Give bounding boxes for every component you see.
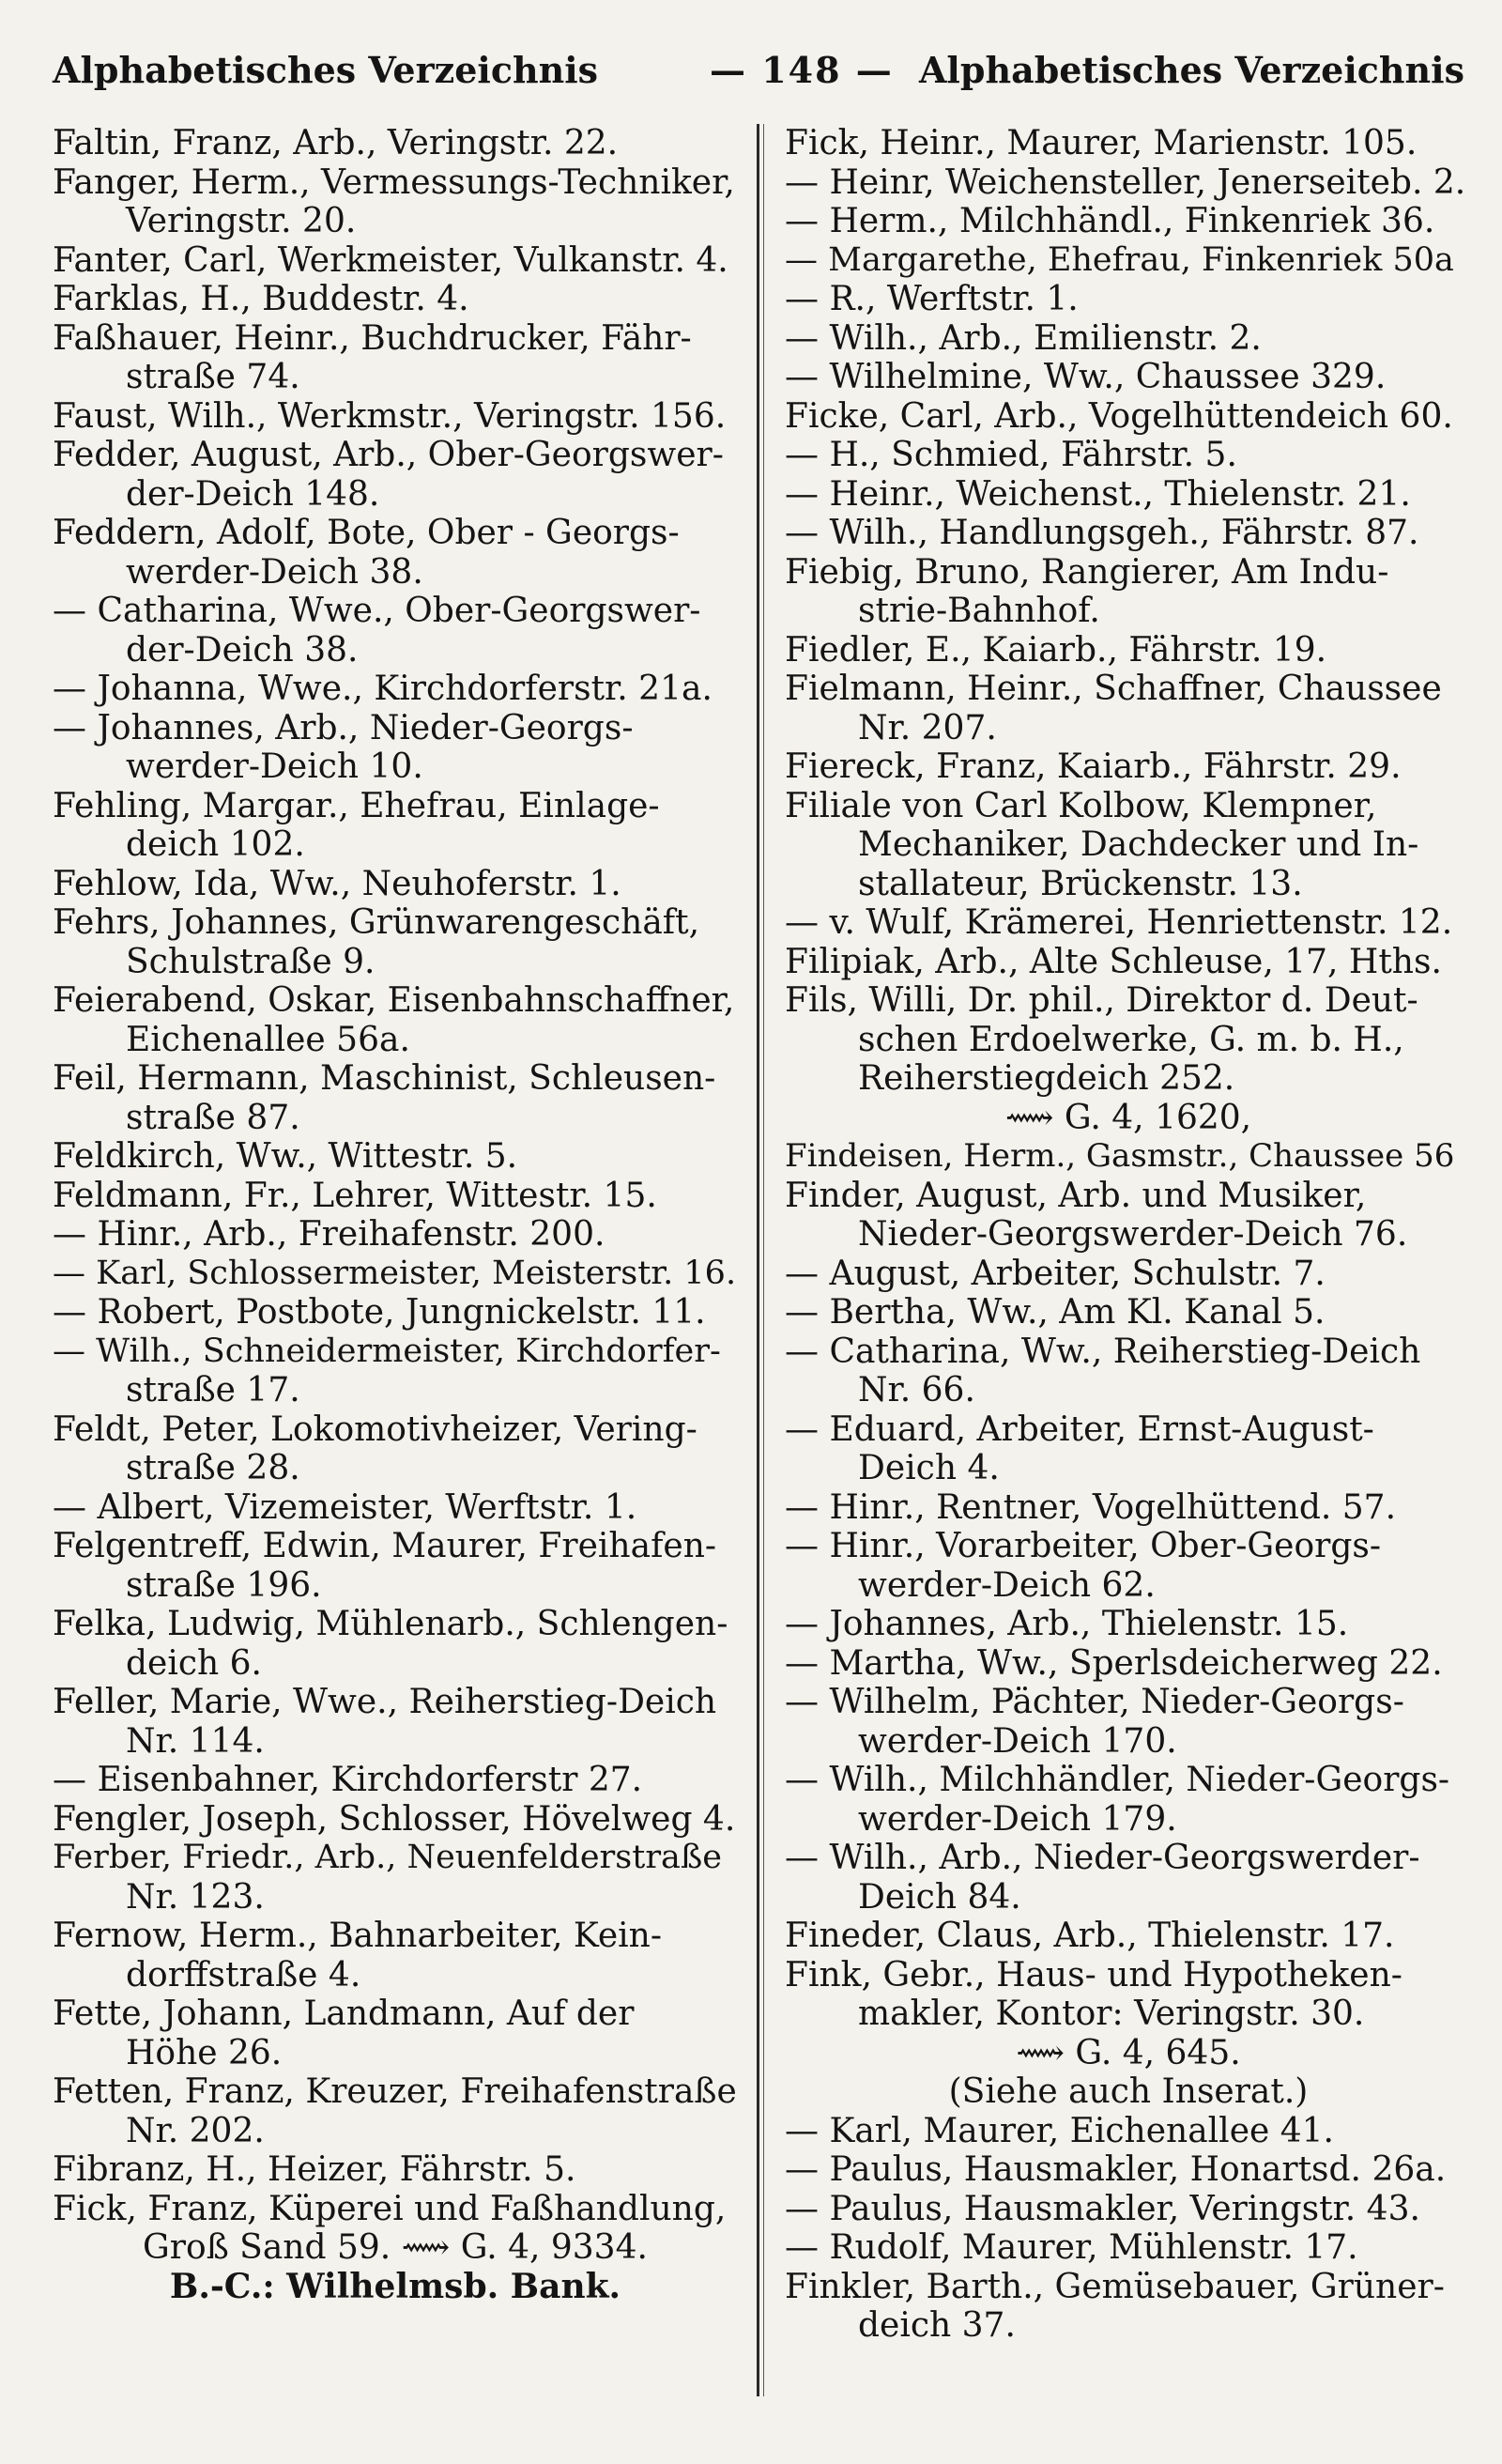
directory-entry <box>785 1605 1472 1644</box>
entry-line: Feldkirch, Ww., Wittestr. 5. <box>53 1137 518 1176</box>
directory-entry <box>53 1059 738 1137</box>
directory-entry <box>53 787 738 865</box>
directory-entry <box>785 2150 1472 2190</box>
directory-entry <box>53 1683 738 1761</box>
column-divider <box>757 124 759 2396</box>
entry-line: Fanter, Carl, Werkmeister, Vulkanstr. 4. <box>53 240 728 280</box>
entry-continuation-line: strie-Bahnhof. <box>858 592 1100 630</box>
entry-line: Fetten, Franz, Kreuzer, Freihafenstraße <box>53 2072 737 2111</box>
entry-continuation-line: (Siehe auch Inserat.) <box>948 2072 1309 2111</box>
entry-line: — Heinr., Weichenst., Thielenstr. 21. <box>785 474 1411 514</box>
entry-line: Fehlow, Ida, Ww., Neuhoferstr. 1. <box>53 864 621 903</box>
left-column <box>53 124 738 2306</box>
directory-entry <box>785 553 1472 631</box>
directory-entry <box>785 2228 1472 2268</box>
directory-entry <box>785 903 1472 943</box>
header-right-title: Alphabetisches Verzeichnis <box>918 49 1464 91</box>
entry-continuation-line: werder-Deich 10. <box>126 747 423 786</box>
entry-line: — Robert, Postbote, Jungnickelstr. 11. <box>53 1293 706 1332</box>
directory-entry <box>785 1410 1472 1488</box>
entry-line: Feller, Marie, Wwe., Reiherstieg-Deich <box>53 1683 717 1721</box>
directory-entry <box>53 280 738 319</box>
entry-continuation-line: schen Erdoelwerke, G. m. b. H., <box>858 1020 1404 1059</box>
directory-entry <box>785 1761 1472 1839</box>
directory-entry <box>53 397 738 437</box>
entry-line: Fernow, Herm., Bahnarbeiter, Kein- <box>53 1917 663 1955</box>
entry-line: Fengler, Joseph, Schlosser, Hövelweg 4. <box>53 1799 736 1839</box>
entry-continuation-line: Schulstraße 9. <box>126 942 376 981</box>
entry-line: — Albert, Vizemeister, Werftstr. 1. <box>53 1487 637 1527</box>
directory-entry <box>53 514 738 592</box>
directory-entry <box>53 1332 738 1410</box>
entry-line: Faßhauer, Heinr., Buchdrucker, Fähr- <box>53 318 692 358</box>
directory-entry <box>785 981 1472 1099</box>
entry-continuation-line: werder-Deich 179. <box>858 1799 1177 1839</box>
directory-entry <box>53 2150 738 2190</box>
entry-line: — Hinr., Rentner, Vogelhüttend. 57. <box>785 1487 1397 1527</box>
entry-line: — Karl, Schlossermeister, Meisterstr. 16. <box>53 1254 737 1292</box>
directory-entry <box>785 202 1472 241</box>
directory-entry <box>53 436 738 514</box>
entry-line: — Catharina, Wwe., Ober-Georgswer- <box>53 592 701 630</box>
entry-line: — Heinr, Weichensteller, Jenerseiteb. 2. <box>785 162 1466 202</box>
entry-line: Fiereck, Franz, Kaiarb., Fährstr. 29. <box>785 747 1402 786</box>
directory-entry <box>53 1994 738 2072</box>
directory-entry <box>53 124 738 163</box>
header-left-title: Alphabetisches Verzeichnis <box>53 49 599 91</box>
entry-continuation-line: werder-Deich 62. <box>858 1565 1156 1605</box>
entry-continuation-line: Deich 4. <box>858 1449 1000 1487</box>
directory-entry <box>785 2112 1472 2151</box>
directory-entry <box>53 163 738 241</box>
directory-entry <box>53 981 738 1059</box>
directory-entry <box>53 1177 738 1216</box>
directory-entry <box>53 1410 738 1488</box>
directory-entry <box>785 1488 1472 1528</box>
entry-continuation-line: stallateur, Brückenstr. 13. <box>858 864 1303 903</box>
entry-continuation-line: Nr. 123. <box>126 1877 265 1917</box>
directory-entry <box>785 631 1472 670</box>
directory-entry <box>785 1137 1472 1177</box>
entry-continuation-line: Nr. 114. <box>126 1721 265 1761</box>
column-divider-thin <box>763 124 764 2396</box>
entry-line: Fehrs, Johannes, Grünwarengeschäft, <box>53 903 700 942</box>
directory-entry <box>785 1177 1472 1255</box>
entry-line: — Johannes, Arb., Nieder-Georgs- <box>53 708 634 747</box>
entry-line: Feldt, Peter, Lokomotivheizer, Vering- <box>53 1409 697 1449</box>
entry-continuation-line: Nr. 202. <box>126 2111 265 2150</box>
entry-line: — Margarethe, Ehefrau, Finkenriek 50a <box>785 240 1454 279</box>
directory-entry <box>785 163 1472 203</box>
entry-line: — H., Schmied, Fährstr. 5. <box>785 436 1237 474</box>
entry-line: Fiedler, E., Kaiarb., Fährstr. 19. <box>785 630 1327 670</box>
entry-line: Finkler, Barth., Gemüsebauer, Grüner- <box>785 2267 1445 2306</box>
entry-continuation-line: Nr. 207. <box>858 708 997 747</box>
directory-entry <box>53 2072 738 2150</box>
directory-entry <box>53 319 738 397</box>
entry-continuation-line: der-Deich 38. <box>126 630 359 670</box>
entry-line: Farklas, H., Buddestr. 4. <box>53 280 469 318</box>
entry-line: Ferber, Friedr., Arb., Neuenfelderstraße <box>53 1839 723 1876</box>
directory-entry <box>53 1293 738 1332</box>
directory-entry <box>53 1839 738 1917</box>
directory-entry <box>785 475 1472 515</box>
entry-continuation-line: makler, Kontor: Veringstr. 30. <box>858 1994 1365 2033</box>
page-number: — 148 — <box>710 49 894 91</box>
entry-line: Fibranz, H., Heizer, Fährstr. 5. <box>53 2150 576 2189</box>
directory-entry <box>785 397 1472 437</box>
directory-entry <box>53 592 738 670</box>
directory-entry <box>53 903 738 981</box>
directory-entry <box>785 1839 1472 1917</box>
entry-line: — Johannes, Arb., Thielenstr. 15. <box>785 1605 1349 1643</box>
right-column <box>785 124 1472 2346</box>
entry-line: — Catharina, Ww., Reiherstieg-Deich <box>785 1332 1421 1371</box>
directory-entry <box>53 709 738 787</box>
directory-entry <box>785 280 1472 319</box>
entry-line: Fick, Heinr., Maurer, Marienstr. 105. <box>785 124 1418 162</box>
directory-entry <box>53 1917 738 1994</box>
entry-line: — Paulus, Hausmakler, Honartsd. 26a. <box>785 2150 1447 2189</box>
entry-continuation-line: Mechaniker, Dachdecker und In- <box>858 825 1419 864</box>
entry-line: — Hinr., Vorarbeiter, Ober-Georgs- <box>785 1527 1382 1565</box>
entry-continuation-line: Nieder-Georgswerder-Deich 76. <box>858 1215 1408 1254</box>
entry-continuation-line: der-Deich 148. <box>126 474 380 514</box>
entry-line: — Johanna, Wwe., Kirchdorferstr. 21a. <box>53 670 713 708</box>
directory-entry <box>785 124 1472 163</box>
directory-entry <box>785 1255 1472 1294</box>
directory-entry <box>53 1527 738 1605</box>
entry-line: — Wilhelmine, Ww., Chaussee 329. <box>785 358 1387 396</box>
entry-line: Fick, Franz, Küperei und Faßhandlung, <box>53 2189 727 2228</box>
entry-line: Faltin, Franz, Arb., Veringstr. 22. <box>53 124 619 162</box>
entry-line: Felka, Ludwig, Mühlenarb., Schlengen- <box>53 1605 728 1643</box>
directory-entry <box>53 1605 738 1683</box>
entry-line: Fineder, Claus, Arb., Thielenstr. 17. <box>785 1917 1395 1955</box>
entry-line: Finder, August, Arb. und Musiker, <box>785 1176 1367 1215</box>
entry-continuation-line: straße 28. <box>126 1449 300 1487</box>
directory-entry <box>785 358 1472 397</box>
entry-continuation-line: Reiherstiegdeich 252. <box>858 1059 1235 1098</box>
directory-entry <box>785 1683 1472 1761</box>
entry-line: Fanger, Herm., Vermessungs-Techniker, <box>53 162 735 202</box>
entry-continuation-line: deich 102. <box>126 825 305 864</box>
entry-continuation-line: Deich 84. <box>858 1877 1021 1917</box>
entry-line: Findeisen, Herm., Gasmstr., Chaussee 56 <box>785 1137 1455 1175</box>
entry-line: Filipiak, Arb., Alte Schleuse, 17, Hths. <box>785 942 1442 981</box>
entry-continuation-line: Eichenallee 56a. <box>126 1020 410 1059</box>
directory-entry <box>53 670 738 709</box>
entry-line: — Hinr., Arb., Freihafenstr. 200. <box>53 1215 605 1254</box>
directory-entry <box>785 1527 1472 1605</box>
entry-line: Fehling, Margar., Ehefrau, Einlage- <box>53 786 660 825</box>
entry-line: — Paulus, Hausmakler, Veringstr. 43. <box>785 2189 1420 2228</box>
directory-entry <box>785 1956 1472 2112</box>
entry-line: — Bertha, Ww., Am Kl. Kanal 5. <box>785 1293 1326 1332</box>
directory-entry <box>785 436 1472 475</box>
entry-line: Felgentreff, Edwin, Maurer, Freihafen- <box>53 1527 717 1565</box>
directory-entry <box>785 1099 1472 1138</box>
entry-line: Fink, Gebr., Haus- und Hypotheken- <box>785 1955 1402 1994</box>
entry-continuation-line: Nr. 66. <box>858 1371 975 1409</box>
entry-continuation-line: straße 74. <box>126 358 300 396</box>
directory-entry <box>785 943 1472 982</box>
entry-line: — Karl, Maurer, Eichenallee 41. <box>785 2111 1334 2150</box>
directory-entry <box>53 865 738 904</box>
entry-line: — Eduard, Arbeiter, Ernst-August- <box>785 1409 1374 1449</box>
page-header <box>53 49 1464 105</box>
entry-continuation-line: straße 196. <box>126 1565 322 1605</box>
directory-entry <box>53 1761 738 1800</box>
entry-line: — Rudolf, Maurer, Mühlenstr. 17. <box>785 2228 1358 2267</box>
entry-line: — Eisenbahner, Kirchdorferstr 27. <box>53 1761 643 1799</box>
entry-line: Fette, Johann, Landmann, Auf der <box>53 1994 635 2033</box>
entry-continuation-line: straße 87. <box>126 1098 300 1137</box>
entry-line: — Wilh., Schneidermeister, Kirchdorfer- <box>53 1332 721 1370</box>
directory-entry <box>785 2268 1472 2346</box>
directory-entry <box>785 2190 1472 2229</box>
entry-line: — Wilh., Arb., Nieder-Georgswerder- <box>785 1839 1420 1877</box>
entry-line: Feldmann, Fr., Lehrer, Wittestr. 15. <box>53 1176 657 1215</box>
entry-line: — v. Wulf, Krämerei, Henriettenstr. 12. <box>785 903 1453 942</box>
directory-entry <box>53 1800 738 1840</box>
directory-entry <box>785 747 1472 787</box>
directory-entry <box>53 241 738 281</box>
entry-line: Fielmann, Heinr., Schaffner, Chaussee <box>785 670 1442 708</box>
directory-entry <box>785 787 1472 904</box>
entry-line: Fedder, August, Arb., Ober-Georgswer- <box>53 436 724 474</box>
entry-continuation-line: Höhe 26. <box>126 2033 283 2072</box>
directory-entry <box>53 1488 738 1528</box>
entry-line: Feil, Hermann, Maschinist, Schleusen- <box>53 1059 716 1098</box>
entry-continuation-line: deich 6. <box>126 1643 263 1683</box>
directory-entry <box>785 1332 1472 1410</box>
directory-entry <box>785 1293 1472 1332</box>
entry-continuation-line: B.-C.: Wilhelmsb. Bank. <box>169 2267 621 2306</box>
directory-entry <box>53 1137 738 1177</box>
entry-line: Feierabend, Oskar, Eisenbahnschaffner, <box>53 981 735 1020</box>
entry-line: — Martha, Ww., Sperlsdeicherweg 22. <box>785 1643 1443 1683</box>
entry-continuation-line: straße 17. <box>126 1371 300 1409</box>
entry-continuation-line: dorffstraße 4. <box>126 1955 361 1994</box>
entry-continuation-line: Groß Sand 59. ⟿ G. 4, 9334. <box>143 2228 648 2267</box>
entry-continuation-line: ⟿ G. 4, 645. <box>1016 2033 1241 2072</box>
directory-entry <box>53 1215 738 1255</box>
directory-entry <box>785 514 1472 553</box>
entry-line: ⟿ G. 4, 1620, <box>1004 1098 1252 1137</box>
directory-entry <box>53 1255 738 1294</box>
directory-entry <box>785 670 1472 747</box>
entry-continuation-line: deich 37. <box>858 2306 1016 2345</box>
entry-line: Ficke, Carl, Arb., Vogelhüttendeich 60. <box>785 396 1453 436</box>
entry-line: Feddern, Adolf, Bote, Ober - Georgs- <box>53 514 680 552</box>
entry-line: — Wilh., Milchhändler, Nieder-Georgs- <box>785 1761 1450 1799</box>
entry-line: — Herm., Milchhändl., Finkenriek 36. <box>785 202 1435 240</box>
entry-line: Fiebig, Bruno, Rangierer, Am Indu- <box>785 552 1389 592</box>
entry-line: — R., Werftstr. 1. <box>785 280 1079 318</box>
directory-entry <box>785 241 1472 281</box>
entry-line: — Wilh., Arb., Emilienstr. 2. <box>785 318 1262 358</box>
directory-entry <box>785 319 1472 359</box>
directory-entry <box>53 2190 738 2307</box>
entry-continuation-line: werder-Deich 170. <box>858 1721 1177 1761</box>
entry-line: Faust, Wilh., Werkmstr., Veringstr. 156. <box>53 396 727 436</box>
entry-continuation-line: werder-Deich 38. <box>126 552 423 592</box>
entry-line: — Wilh., Handlungsgeh., Fährstr. 87. <box>785 514 1419 552</box>
entry-continuation-line: Veringstr. 20. <box>126 202 357 240</box>
entry-line: — August, Arbeiter, Schulstr. 7. <box>785 1254 1326 1293</box>
entry-line: Filiale von Carl Kolbow, Klempner, <box>785 786 1377 825</box>
directory-entry <box>785 1917 1472 1956</box>
directory-entry <box>785 1644 1472 1684</box>
entry-line: Fils, Willi, Dr. phil., Direktor d. Deut- <box>785 981 1418 1020</box>
entry-line: — Wilhelm, Pächter, Nieder-Georgs- <box>785 1683 1404 1721</box>
